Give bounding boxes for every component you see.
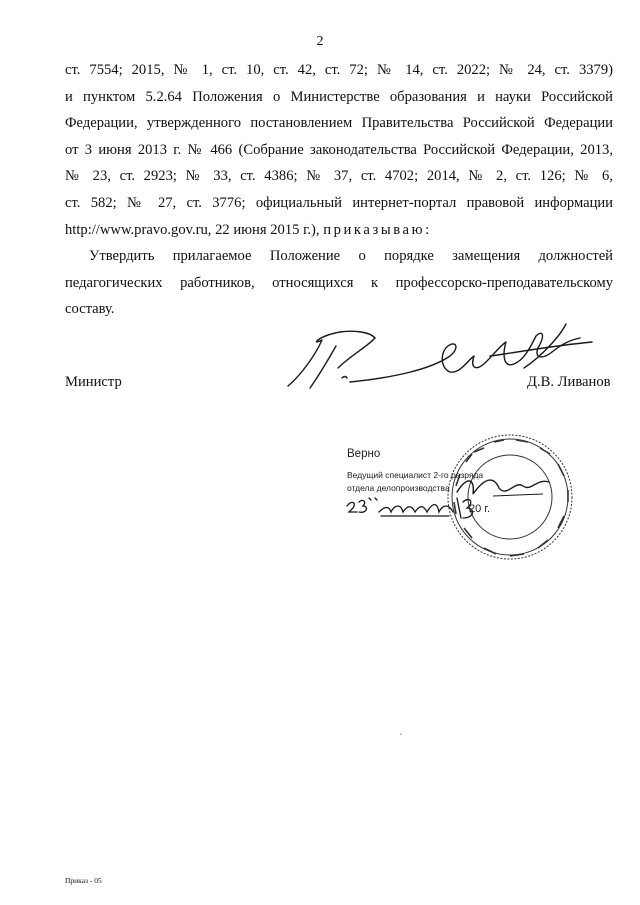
- text-fragment: http://www.pravo.gov.ru, 22 июня 2015 г.),: [65, 221, 320, 238]
- text-line: № 23, ст. 2923; № 33, ст. 4386; № 37, ст. 4702; 2014, № 2, ст. 126; № 6,: [65, 168, 613, 185]
- text-line: составу.: [65, 301, 115, 318]
- text-line: ст. 582; № 27, ст. 3776; официальный интернет-портал правовой информации: [65, 194, 613, 211]
- certification-title: Верно: [347, 448, 381, 460]
- order-text-paragraph-2: [65, 243, 613, 323]
- text-line: и пунктом 5.2.64 Положения о Министерстве образования и науки Российской: [65, 88, 613, 105]
- order-text-paragraph-1: [65, 57, 613, 243]
- year-end: г.: [484, 503, 491, 515]
- text-line: Утвердить прилагаемое Положение о порядке замещения должностей: [89, 248, 613, 264]
- text-line: [65, 217, 613, 244]
- certifier-department: отдела делопроизводства: [347, 483, 450, 493]
- text-line: Федерации, утвержденного постановлением Правительства Российской Федерации: [65, 115, 613, 132]
- page-number: 2: [316, 34, 324, 49]
- year-prefix: 20: [469, 503, 482, 515]
- document-footer-code: Приказ - 05: [65, 876, 102, 885]
- signatory-title: Министр: [65, 374, 122, 390]
- text-line: педагогических работников, относящихся к профессорско-преподавательскому: [65, 274, 613, 291]
- certification-year: [469, 503, 490, 515]
- certifier-position: Ведущий специалист 2-го разряда: [347, 470, 484, 480]
- certification-block: [345, 448, 575, 558]
- text-line: от 3 июня 2013 г. № 466 (Собрание законодательства Российской Федерации, 2013,: [65, 141, 613, 158]
- text-line: ст. 7554; 2015, № 1, ст. 10, ст. 42, ст. 72; № 14, ст. 2022; № 24, ст. 3379): [65, 62, 613, 78]
- signatory-name: Д.В. Ливанов: [527, 374, 611, 390]
- scan-artifact: [400, 733, 402, 735]
- order-word: приказываю:: [323, 221, 432, 238]
